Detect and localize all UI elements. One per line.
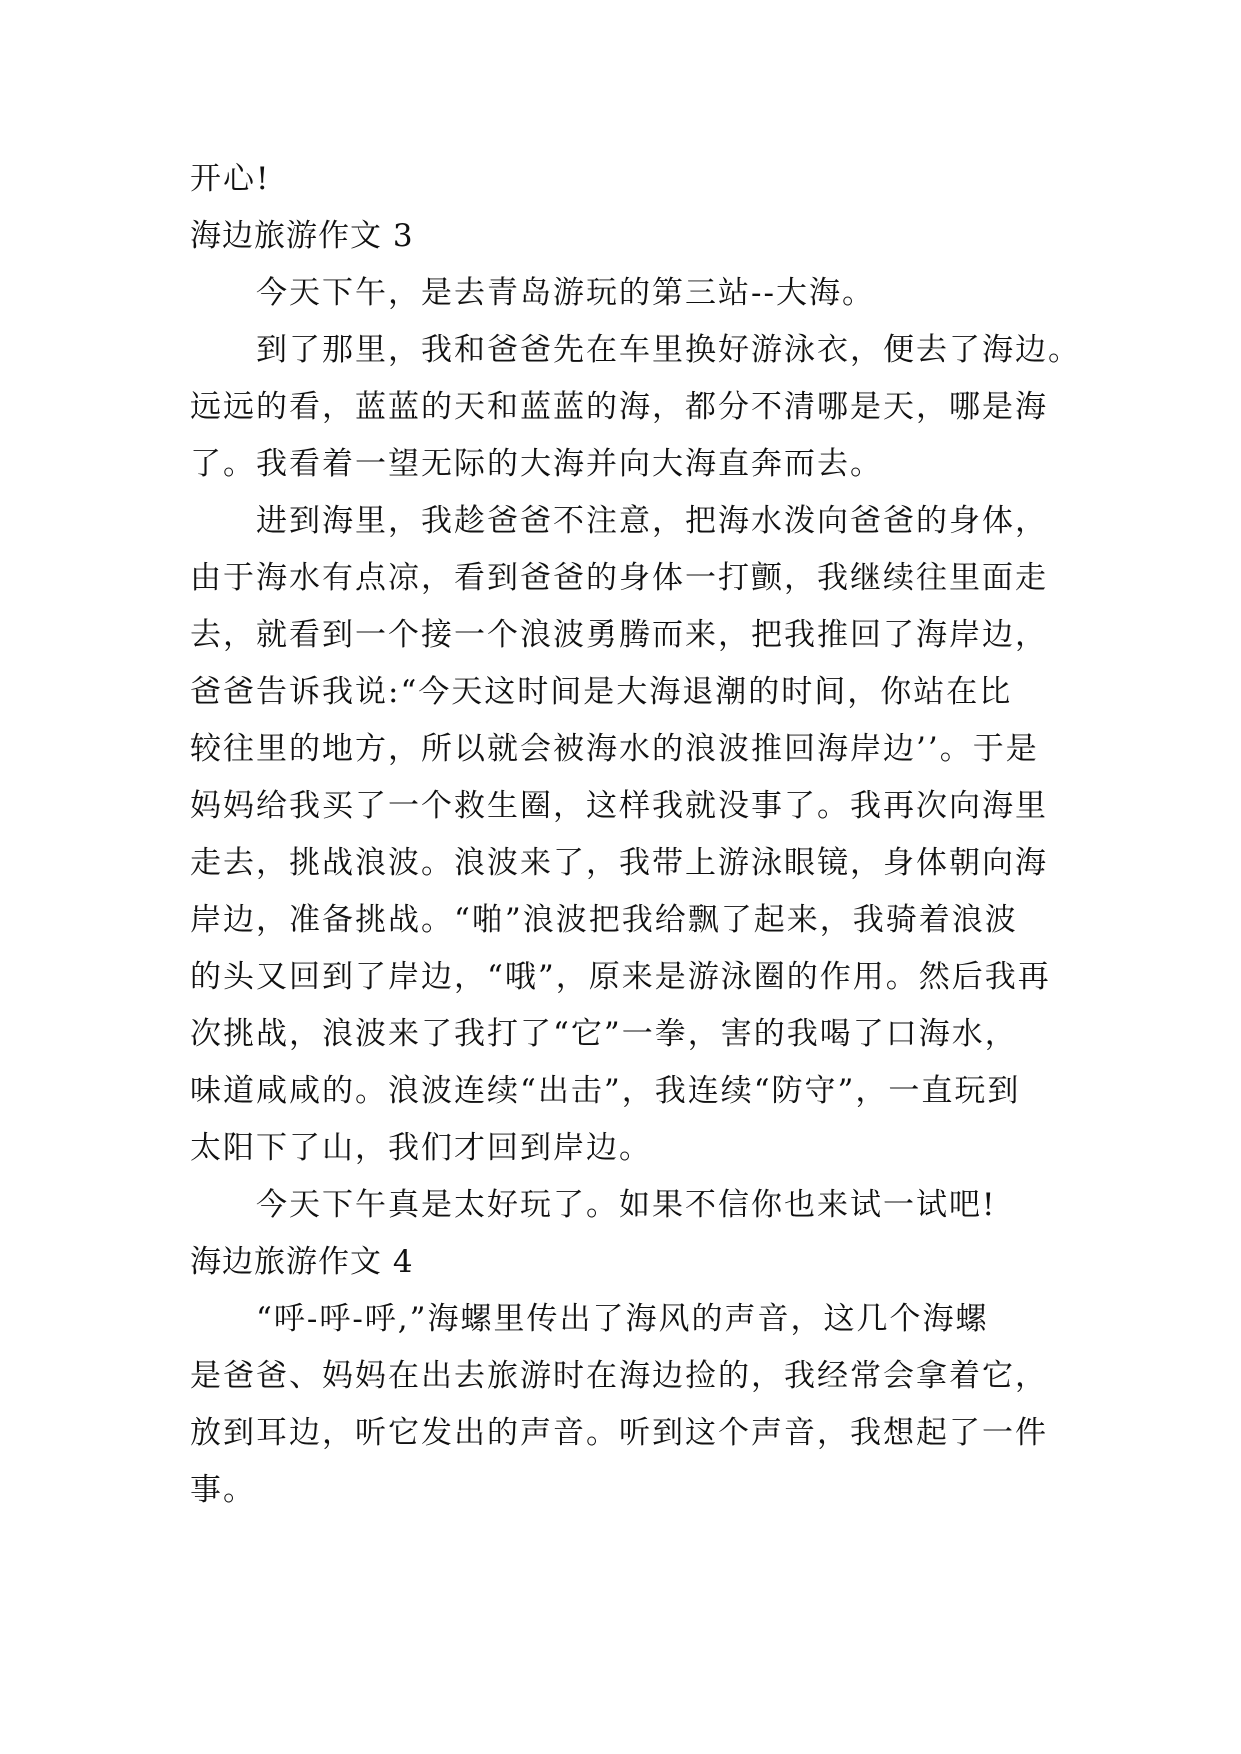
essay-title-3: 海边旅游作文 3 [190,218,414,254]
text-line: 了。我看着一望无际的大海并向大海直奔而去。 [190,446,883,482]
text-line: 味道咸咸的。浪波连续“出击”，我连续“防守”，一直玩到 [190,1073,1021,1109]
text-line: 放到耳边，听它发出的声音。听到这个声音，我想起了一件 [190,1415,1048,1451]
text-line: 事。 [190,1472,256,1508]
text-line: 的头又回到了岸边，“哦”，原来是游泳圈的作用。然后我再 [190,959,1051,995]
text-line: 走去，挑战浪波。浪波来了，我带上游泳眼镜，身体朝向海 [190,845,1048,881]
paragraph-start: 今天下午，是去青岛游玩的第三站--大海。 [256,275,875,311]
text-line: 是爸爸、妈妈在出去旅游时在海边捡的，我经常会拿着它， [190,1358,1048,1394]
paragraph-start: 到了那里，我和爸爸先在车里换好游泳衣，便去了海边。 [256,332,1081,368]
essay-text [190,151,1081,1519]
text-line: 太阳下了山，我们才回到岸边。 [190,1130,652,1166]
text-line: 远远的看，蓝蓝的天和蓝蓝的海，都分不清哪是天，哪是海 [190,389,1048,425]
text-line: 妈妈给我买了一个救生圈，这样我就没事了。我再次向海里 [190,788,1048,824]
text-line: 岸边，准备挑战。“啪”浪波把我给飘了起来，我骑着浪波 [190,902,1018,938]
essay-title-4: 海边旅游作文 4 [190,1244,414,1280]
text-line: 开心! [190,161,271,197]
paragraph-start: 进到海里，我趁爸爸不注意，把海水泼向爸爸的身体， [256,503,1048,539]
paragraph-start: “呼-呼-呼,”海螺里传出了海风的声音，这几个海螺 [256,1301,989,1337]
text-line: 由于海水有点凉，看到爸爸的身体一打颤，我继续往里面走 [190,560,1048,596]
text-line: 较往里的地方，所以就会被海水的浪波推回海岸边’’。于是 [190,731,1039,767]
text-line: 爸爸告诉我说:“今天这时间是大海退潮的时间，你站在比 [190,674,1013,710]
text-line: 次挑战，浪波来了我打了“它”一拳，害的我喝了口海水， [190,1016,1018,1052]
paragraph-start: 今天下午真是太好玩了。如果不信你也来试一试吧! [256,1187,997,1223]
text-line: 去，就看到一个接一个浪波勇腾而来，把我推回了海岸边， [190,617,1048,653]
